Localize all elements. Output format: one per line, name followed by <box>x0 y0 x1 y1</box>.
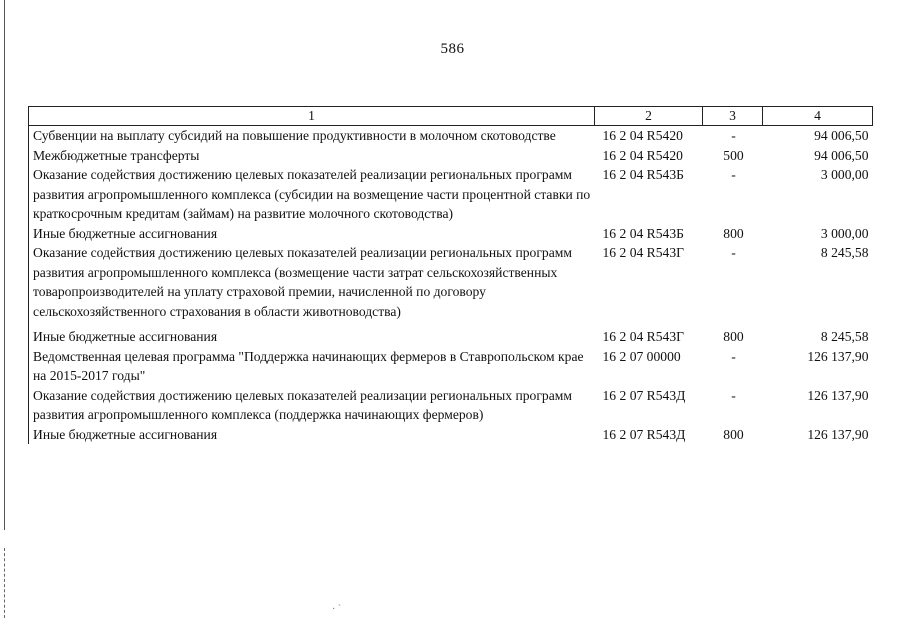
row-amount: 8 245,58 <box>820 245 869 260</box>
column-header-4: 4 <box>763 107 873 126</box>
row-name: Ведомственная целевая программа "Поддержка начинающих фермеров в Ставропольском крае на 2015-2017 годы" <box>29 347 595 386</box>
row-amount: 3 000,00 <box>820 167 869 182</box>
table-header-row <box>29 107 873 126</box>
budget-table <box>28 106 873 444</box>
scan-artifact: · ˋ <box>332 604 342 615</box>
row-code: 16 2 04 R543Б <box>602 225 684 241</box>
row-code: 16 2 07 00000 <box>602 348 681 364</box>
table-row <box>29 327 873 347</box>
table-row <box>29 165 873 224</box>
row-expense-type: - <box>731 387 736 403</box>
scan-left-edge <box>4 0 5 530</box>
row-name: Иные бюджетные ассигнования <box>29 224 595 244</box>
table-row <box>29 224 873 244</box>
row-amount: 94 006,50 <box>814 128 869 143</box>
row-expense-type: 500 <box>723 147 744 163</box>
column-header-1: 1 <box>29 107 595 126</box>
row-name: Оказание содействия достижению целевых показателей реализации региональных программ развития агропромышленного комплекса (возмещение части затрат сельскохозяйственных товаропроизводителей на уплату страховой премии, начисленной по договору сельскохозяйственного страхования в области животноводства) <box>29 243 595 327</box>
row-code: 16 2 04 R5420 <box>602 147 683 163</box>
row-name: Субвенции на выплату субсидий на повышение продуктивности в молочном скотоводстве <box>29 126 595 146</box>
row-expense-type: - <box>731 167 736 182</box>
row-expense-type: 800 <box>723 329 744 344</box>
row-amount: 126 137,90 <box>807 348 869 364</box>
row-name: Оказание содействия достижению целевых показателей реализации региональных программ развития агропромышленного комплекса (субсидии на возмещение части процентной ставки по краткосрочным кредитам (займам) на развитие молочного скотоводства) <box>29 165 595 224</box>
row-expense-type: - <box>731 348 736 364</box>
table-row <box>29 425 873 445</box>
row-code: 16 2 04 R543Г <box>602 329 684 344</box>
table-row <box>29 386 873 425</box>
row-name: Межбюджетные трансферты <box>29 146 595 166</box>
row-name: Иные бюджетные ассигнования <box>29 327 595 347</box>
row-expense-type: 800 <box>723 426 744 442</box>
table-row <box>29 126 873 146</box>
column-header-3: 3 <box>703 107 763 126</box>
table-row <box>29 243 873 327</box>
row-code: 16 2 07 R543Д <box>602 426 686 442</box>
row-code: 16 2 04 R5420 <box>602 128 683 143</box>
column-header-2: 2 <box>595 107 703 126</box>
table-row <box>29 347 873 386</box>
row-code: 16 2 04 R543Г <box>602 245 684 260</box>
row-expense-type: 800 <box>723 225 744 241</box>
row-amount: 94 006,50 <box>814 147 869 163</box>
row-amount: 3 000,00 <box>820 225 869 241</box>
row-name: Оказание содействия достижению целевых показателей реализации региональных программ развития агропромышленного комплекса (поддержка начинающих фермеров) <box>29 386 595 425</box>
page-number: 586 <box>440 41 465 57</box>
table-row <box>29 146 873 166</box>
row-amount: 8 245,58 <box>820 329 869 344</box>
row-expense-type: - <box>731 245 736 260</box>
row-amount: 126 137,90 <box>807 426 869 442</box>
row-code: 16 2 07 R543Д <box>602 387 686 403</box>
row-amount: 126 137,90 <box>807 387 869 403</box>
row-expense-type: - <box>731 128 736 143</box>
row-name: Иные бюджетные ассигнования <box>29 425 595 445</box>
scan-edge-marks <box>4 548 7 618</box>
row-code: 16 2 04 R543Б <box>602 167 684 182</box>
